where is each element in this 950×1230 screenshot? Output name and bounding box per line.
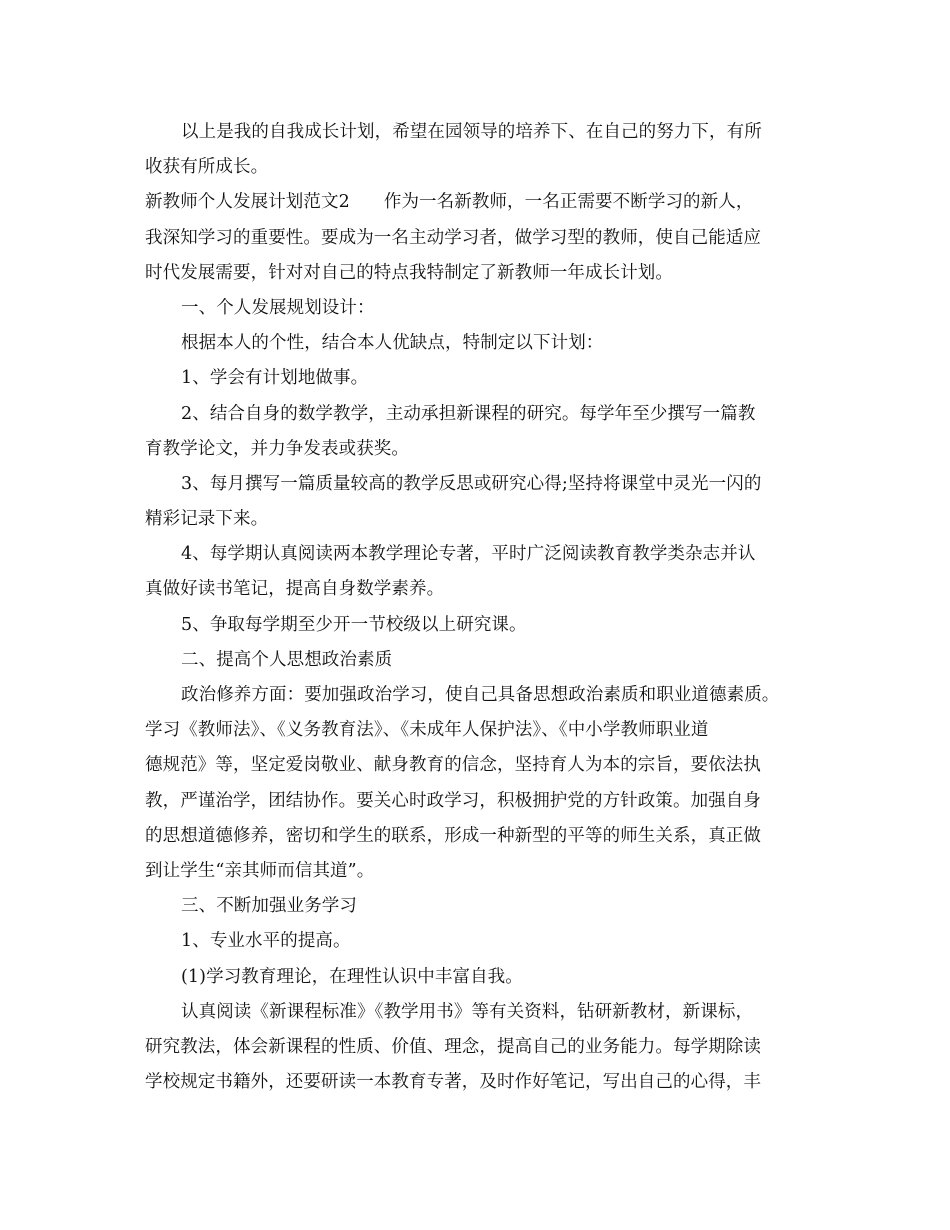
paragraph-line: 政治修养方面：要加强政治学习，使自己具备思想政治素质和职业道德素质。 xyxy=(181,685,780,705)
paragraph-line: 收获有所成长。 xyxy=(145,157,269,178)
list-item: 1、学会有计划地做事。 xyxy=(181,368,369,389)
list-item: 2、结合自身的数学教学，主动承担新课程的研究。每学年至少撰写一篇教 xyxy=(181,403,756,424)
list-item: 1、专业水平的提高。 xyxy=(181,931,351,952)
section-heading: 一、个人发展规划设计： xyxy=(181,297,375,318)
paragraph-line: 以上是我的自我成长计划，希望在园领导的培养下、在自己的努力下，有所 xyxy=(181,122,762,142)
paragraph-line: 育教学论文，并力争发表或获奖。 xyxy=(145,438,409,459)
paragraph-line: 学习《教师法》、《义务教育法》、《未成年人保护法》、《中小学教师职业道 xyxy=(145,720,709,741)
paragraph-line: 我深知学习的重要性。要成为一名主动学习者，做学习型的教师，使自己能适应 xyxy=(145,227,761,248)
paragraph-line: 教，严谨治学，团结协作。要关心时政学习，积极拥护党的方针政策。加强自身 xyxy=(145,790,761,811)
list-item: (1)学习教育理论，在理性认识中丰富自我。 xyxy=(181,966,523,987)
paragraph-line xyxy=(145,185,815,220)
paragraph-line: 学校规定书籍外，还要研读一本教育专著，及时作好笔记，写出自己的心得，丰 xyxy=(145,1072,761,1093)
paragraph-line: 的思想道德修养，密切和学生的联系，形成一种新型的平等的师生关系，真正做 xyxy=(145,825,761,846)
document-body xyxy=(145,115,815,1100)
paragraph-line: 时代发展需要，针对对自己的特点我特制定了新教师一年成长计划。 xyxy=(145,262,673,283)
list-item: 4、每学期认真阅读两本教学理论专著，平时广泛阅读教育教学类杂志并认 xyxy=(181,544,756,565)
section-heading: 二、提高个人思想政治素质 xyxy=(181,649,393,670)
paragraph-line: 认真阅读《新课程标准》《教学用书》等有关资料，钻研新教材，新课标， xyxy=(181,1001,754,1022)
list-item: 3、每月撰写一篇质量较高的教学反思或研究心得;坚持将课堂中灵光一闪的 xyxy=(181,473,762,494)
section-heading: 三、不断加强业务学习 xyxy=(181,896,357,917)
list-item: 5、争取每学期至少开一节校级以上研究课。 xyxy=(181,614,527,635)
section-title: 新教师个人发展计划范文2 xyxy=(145,192,350,213)
paragraph-line: 德规范》等，坚定爱岗敬业、献身教育的信念，坚持育人为本的宗旨，要依法执 xyxy=(145,755,761,776)
paragraph-line: 真做好读书笔记，提高自身数学素养。 xyxy=(145,579,445,600)
paragraph-line: 研究教法，体会新课程的性质、价值、理念，提高自己的业务能力。每学期除读 xyxy=(145,1036,761,1057)
paragraph-text: 作为一名新教师，一名正需要不断学习的新人， xyxy=(383,192,754,213)
paragraph-line: 到让学生“亲其师而信其道”。 xyxy=(145,860,375,881)
paragraph-line: 精彩记录下来。 xyxy=(145,509,269,530)
paragraph-line: 根据本人的个性，结合本人优缺点，特制定以下计划： xyxy=(181,333,604,354)
